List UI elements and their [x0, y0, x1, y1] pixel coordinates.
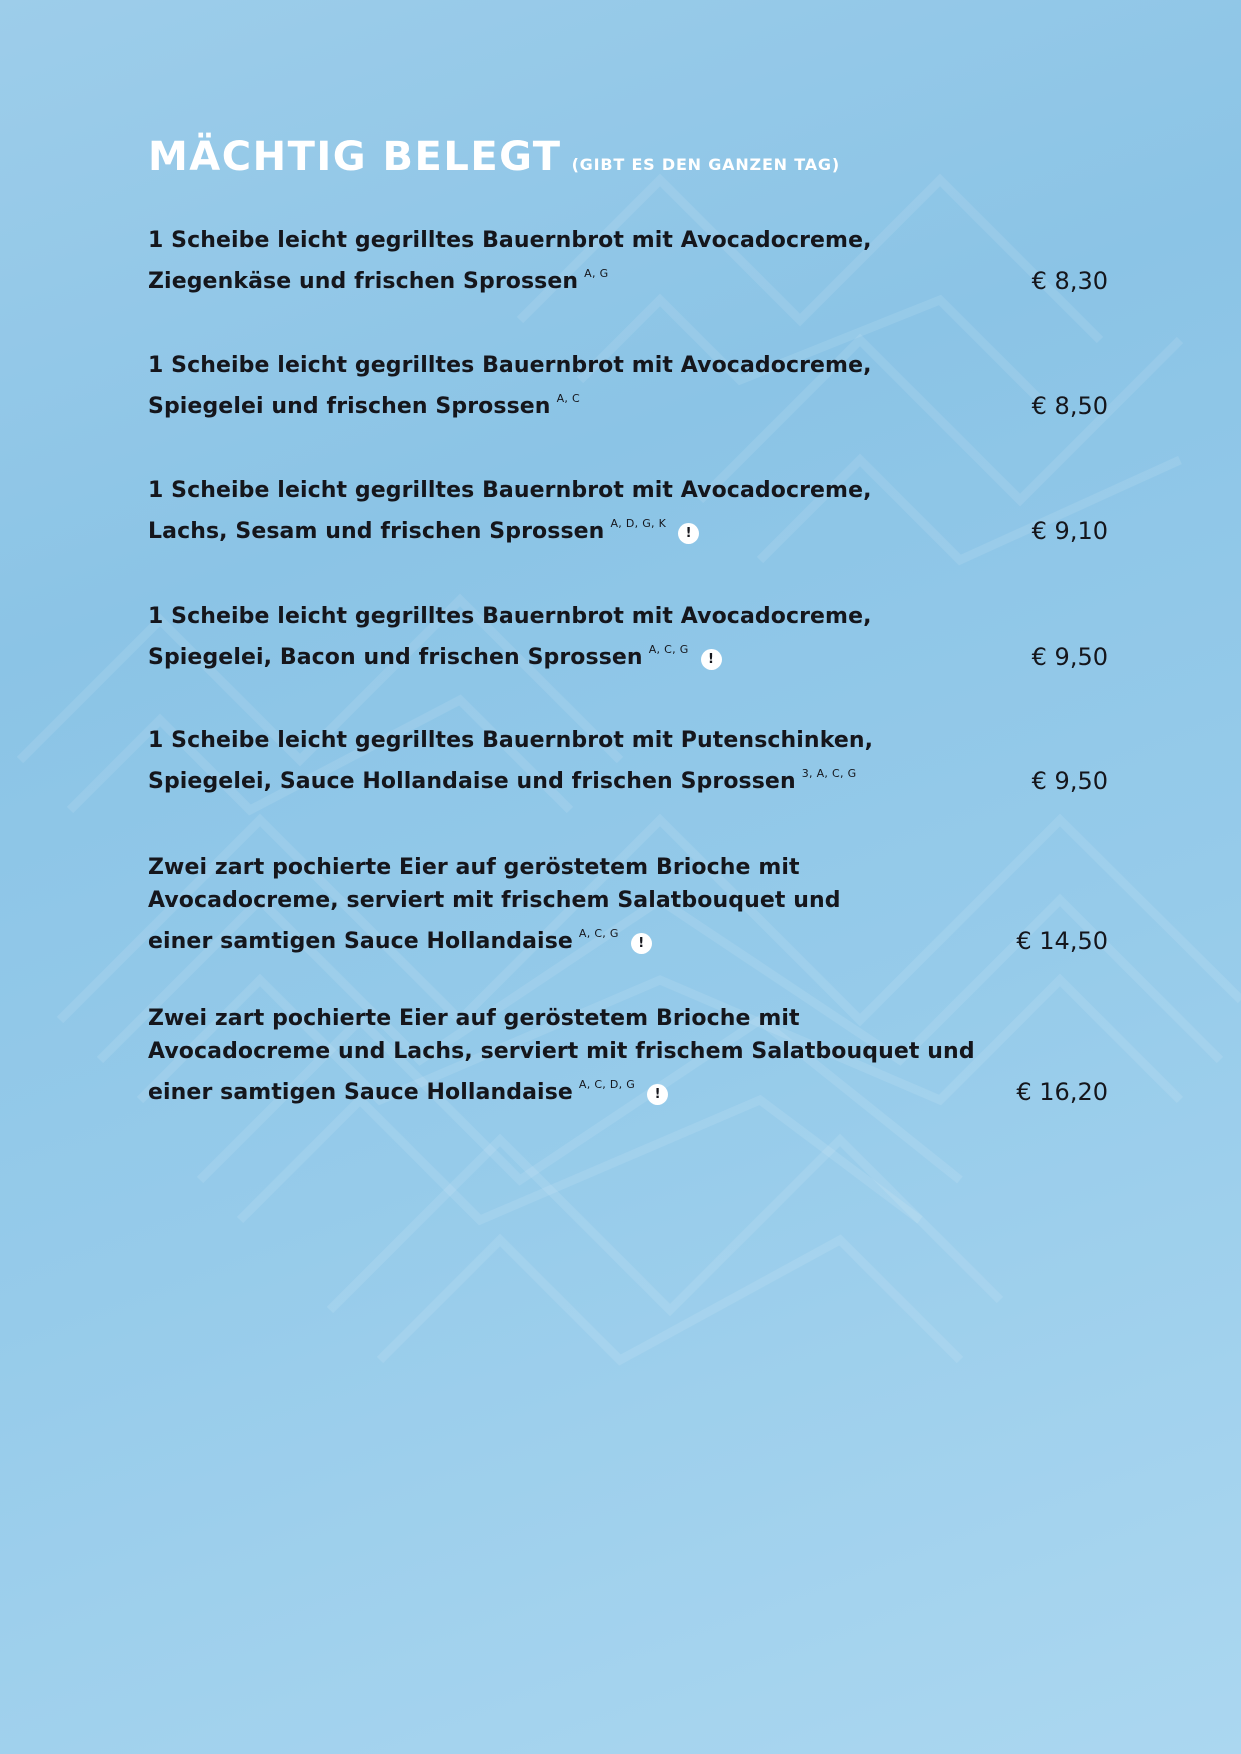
- menu-item-line: Spiegelei, Sauce Hollandaise und frischen Sprossen: [148, 769, 796, 794]
- menu-item-line: Avocadocreme und Lachs, serviert mit frischem Salatbouquet und: [148, 1039, 975, 1064]
- allergen-codes: 3, A, C, G: [801, 767, 857, 780]
- menu-item-description: [148, 851, 918, 958]
- menu-item: [148, 851, 1108, 958]
- menu-item-price: € 14,50: [1016, 927, 1108, 955]
- menu-item-line: Ziegenkäse und frischen Sprossen: [148, 269, 579, 294]
- menu-item-line-last: [148, 757, 918, 798]
- menu-item-line: einer samtigen Sauce Hollandaise: [148, 929, 573, 954]
- menu-item-line: Spiegelei, Bacon und frischen Sprossen: [148, 645, 643, 670]
- section-subtitle: (GIBT ES DEN GANZEN TAG): [571, 155, 840, 174]
- menu-item: [148, 224, 1108, 298]
- menu-item-description: [148, 600, 918, 674]
- menu-item-line-last: [148, 633, 918, 674]
- menu-item-price: € 8,50: [1031, 392, 1108, 420]
- menu-item: [148, 724, 1108, 798]
- menu-item-price: € 9,50: [1031, 767, 1108, 795]
- menu-item-line: 1 Scheibe leicht gegrilltes Bauernbrot mit Avocadocreme,: [148, 478, 872, 503]
- exclamation-circle-icon: !: [678, 523, 699, 544]
- menu-item: [148, 600, 1108, 674]
- menu-item-line-last: [148, 257, 918, 298]
- menu-item-line: Lachs, Sesam und frischen Sprossen: [148, 519, 605, 544]
- exclamation-circle-icon: !: [701, 649, 722, 670]
- allergen-codes: A, C, G: [578, 927, 619, 940]
- menu-item-line: Spiegelei und frischen Sprossen: [148, 394, 551, 419]
- section-title: MÄCHTIG BELEGT: [148, 134, 562, 180]
- menu-item-description: [148, 474, 918, 548]
- menu-item-price: € 9,10: [1031, 517, 1108, 545]
- exclamation-circle-icon: !: [647, 1084, 668, 1105]
- menu-item-price: € 16,20: [1016, 1078, 1108, 1106]
- menu-item-line: einer samtigen Sauce Hollandaise: [148, 1080, 573, 1105]
- menu-item-description: [148, 724, 918, 798]
- menu-item-line-last: [148, 507, 918, 548]
- menu-item-line: 1 Scheibe leicht gegrilltes Bauernbrot mit Avocadocreme,: [148, 604, 872, 629]
- menu-item: [148, 349, 1108, 423]
- allergen-codes: A, G: [584, 267, 609, 280]
- menu-item-description: [148, 1002, 975, 1109]
- menu-item-line-last: [148, 917, 918, 958]
- allergen-codes: A, C, G: [648, 643, 689, 656]
- allergen-codes: A, C: [556, 392, 580, 405]
- menu-item-price: € 8,30: [1031, 267, 1108, 295]
- menu-item-description: [148, 349, 918, 423]
- menu-item-line-last: [148, 1068, 918, 1109]
- menu-item-line: Zwei zart pochierte Eier auf geröstetem Brioche mit: [148, 855, 800, 880]
- menu-item-line: 1 Scheibe leicht gegrilltes Bauernbrot mit Putenschinken,: [148, 728, 874, 753]
- menu-item: [148, 474, 1108, 548]
- menu-item-line: Avocadocreme, serviert mit frischem Salatbouquet und: [148, 888, 841, 913]
- section-heading: [148, 134, 840, 180]
- menu-item-description: [148, 224, 918, 298]
- allergen-codes: A, D, G, K: [610, 517, 667, 530]
- menu-item-line-last: [148, 382, 918, 423]
- menu-item-price: € 9,50: [1031, 643, 1108, 671]
- allergen-codes: A, C, D, G: [578, 1078, 636, 1091]
- menu-item-line: 1 Scheibe leicht gegrilltes Bauernbrot mit Avocadocreme,: [148, 228, 872, 253]
- menu-item-line: 1 Scheibe leicht gegrilltes Bauernbrot mit Avocadocreme,: [148, 353, 872, 378]
- exclamation-circle-icon: !: [631, 933, 652, 954]
- menu-item-line: Zwei zart pochierte Eier auf geröstetem Brioche mit: [148, 1006, 800, 1031]
- menu-item: [148, 1002, 1108, 1109]
